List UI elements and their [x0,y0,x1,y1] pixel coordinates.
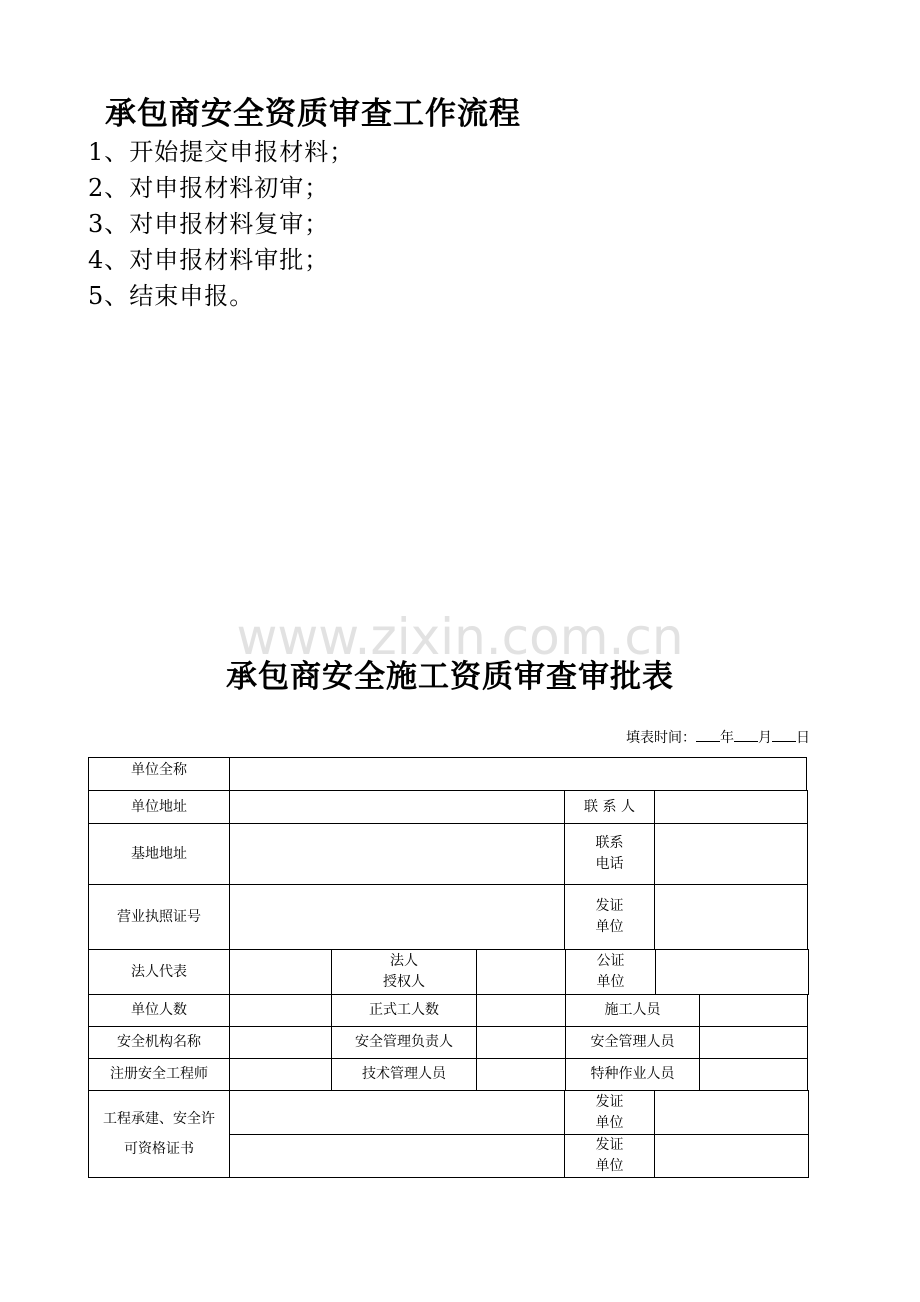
form-title: 承包商安全施工资质审查审批表 [226,659,674,695]
legal-rep-field[interactable] [229,949,332,995]
fill-date-prefix: 填表时间： [626,730,696,746]
license-no-field[interactable] [229,884,565,950]
certificate-field-2[interactable] [229,1134,565,1178]
workflow-step: 1、开始提交申报材料； [88,138,355,166]
fill-date-day: 日 [796,730,810,746]
headcount-field[interactable] [229,994,332,1027]
certificate-issuing-label-1: 发证 单位 [564,1090,655,1135]
certificate-issuing-field-2[interactable] [654,1134,809,1178]
contact-phone-label: 联系 电话 [564,823,655,885]
fill-date-year: 年 [720,730,734,746]
fill-date-month: 月 [758,730,772,746]
construction-staff-field[interactable] [699,994,808,1027]
issuing-unit-label: 发证 单位 [564,884,655,950]
special-workers-field[interactable] [699,1058,808,1091]
form-row [88,1090,810,1177]
certificate-row [229,1134,808,1177]
workflow-step: 3、对申报材料复审； [88,210,330,238]
company-address-field[interactable] [229,790,565,824]
form-row [88,790,810,823]
special-workers-label: 特种作业人员 [565,1058,700,1091]
safety-manager-staff-label: 安全管理人员 [565,1026,700,1059]
legal-rep-label: 法人代表 [88,949,230,995]
form-row [88,757,810,790]
workflow-title: 承包商安全资质审查工作流程 [105,96,521,132]
form-row [88,1058,810,1090]
safety-engineer-field[interactable] [229,1058,332,1091]
workflow-steps [88,134,354,314]
safety-manager-head-label: 安全管理负责人 [331,1026,477,1059]
watermark: www.zixin.com.cn [236,608,684,666]
safety-manager-head-field[interactable] [476,1026,566,1059]
authorized-person-field[interactable] [476,949,566,995]
contact-phone-field[interactable] [654,823,808,885]
company-address-label: 单位地址 [88,790,230,824]
contact-person-label: 联 系 人 [564,790,655,824]
approval-form [88,757,810,1177]
tech-manager-label: 技术管理人员 [331,1058,477,1091]
certificate-field-1[interactable] [229,1090,565,1135]
company-name-field[interactable] [229,757,807,791]
day-blank[interactable] [772,729,796,742]
certificate-row [229,1090,808,1134]
safety-org-name-field[interactable] [229,1026,332,1059]
form-row [88,949,810,994]
contact-person-field[interactable] [654,790,808,824]
workflow-step: 5、结束申报。 [88,282,255,310]
month-blank[interactable] [734,729,758,742]
base-address-label: 基地地址 [88,823,230,885]
safety-org-name-label: 安全机构名称 [88,1026,230,1059]
certificate-rows [229,1090,808,1177]
fill-date [626,727,810,747]
certificate-issuing-label-2: 发证 单位 [564,1134,655,1178]
form-row [88,1026,810,1058]
authorized-person-label: 法人 授权人 [331,949,477,995]
workflow-step: 2、对申报材料初审； [88,174,330,202]
year-blank[interactable] [696,729,720,742]
base-address-field[interactable] [229,823,565,885]
license-no-label: 营业执照证号 [88,884,230,950]
workflow-step: 4、对申报材料审批； [88,246,330,274]
safety-manager-staff-field[interactable] [699,1026,808,1059]
headcount-label: 单位人数 [88,994,230,1027]
safety-engineer-label: 注册安全工程师 [88,1058,230,1091]
issuing-unit-field[interactable] [654,884,808,950]
certificate-issuing-field-1[interactable] [654,1090,809,1135]
form-row [88,994,810,1026]
regular-workers-field[interactable] [476,994,566,1027]
notary-unit-field[interactable] [655,949,809,995]
certificate-label: 工程承建、安全许 可资格证书 [88,1090,230,1178]
notary-unit-label: 公证 单位 [565,949,656,995]
tech-manager-field[interactable] [476,1058,566,1091]
company-name-label: 单位全称 [88,757,230,791]
form-row [88,884,810,949]
form-row [88,823,810,884]
regular-workers-label: 正式工人数 [331,994,477,1027]
construction-staff-label: 施工人员 [565,994,700,1027]
